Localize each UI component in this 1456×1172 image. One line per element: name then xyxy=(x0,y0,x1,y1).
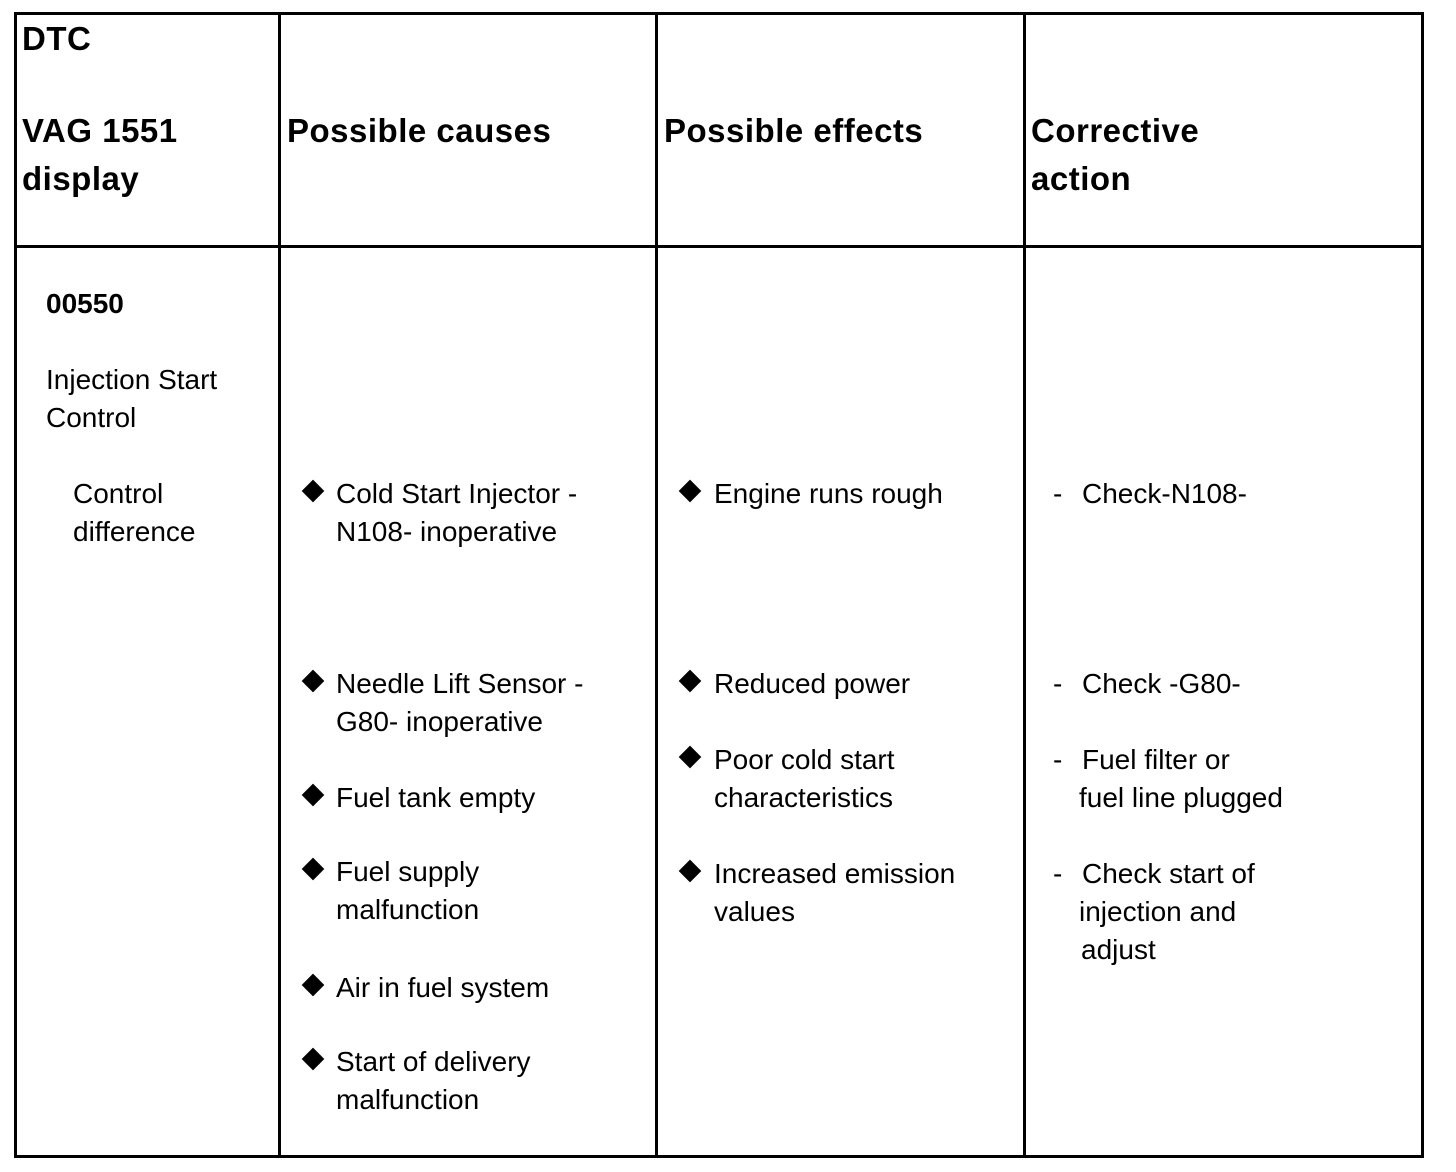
header-display: display xyxy=(22,160,140,197)
action-dash: - xyxy=(1053,858,1063,889)
action-item: Check-N108- xyxy=(1082,478,1247,509)
action-dash: - xyxy=(1053,744,1063,775)
column-divider xyxy=(1023,15,1026,1155)
header-corrective: Corrective xyxy=(1031,112,1200,149)
effect-item: characteristics xyxy=(714,782,893,813)
header-possible-effects: Possible effects xyxy=(664,112,924,149)
effect-item: Increased emission xyxy=(714,858,956,889)
header-divider xyxy=(17,245,1421,248)
column-divider xyxy=(655,15,658,1155)
action-dash: - xyxy=(1053,668,1063,699)
dtc-table xyxy=(14,12,1424,1158)
action-item: Fuel filter or xyxy=(1082,744,1230,775)
cause-item: N108- inoperative xyxy=(336,516,558,547)
effect-item: Poor cold start xyxy=(714,744,895,775)
header-vag: VAG 1551 xyxy=(22,112,178,149)
cause-item: Air in fuel system xyxy=(336,972,550,1003)
cause-item: malfunction xyxy=(336,1084,480,1115)
cause-item: Cold Start Injector - xyxy=(336,478,578,509)
column-divider xyxy=(278,15,281,1155)
effect-item: values xyxy=(714,896,795,927)
effect-item: Reduced power xyxy=(714,668,911,699)
action-item: adjust xyxy=(1081,934,1156,965)
action-item: Check -G80- xyxy=(1082,668,1241,699)
action-item: fuel line plugged xyxy=(1079,782,1283,813)
effect-item: Engine runs rough xyxy=(714,478,943,509)
cause-item: Fuel tank empty xyxy=(336,782,536,813)
cause-item: malfunction xyxy=(336,894,480,925)
header-action: action xyxy=(1031,160,1132,197)
dtc-sub-line2: difference xyxy=(73,516,196,547)
cause-item: Needle Lift Sensor - xyxy=(336,668,584,699)
action-dash: - xyxy=(1053,478,1063,509)
action-item: injection and xyxy=(1079,896,1237,927)
dtc-code: 00550 xyxy=(46,288,124,319)
dtc-sub-line1: Control xyxy=(73,478,164,509)
cause-item: Fuel supply xyxy=(336,856,480,887)
dtc-name-line2: Control xyxy=(46,402,137,433)
header-possible-causes: Possible causes xyxy=(287,112,552,149)
cause-item: Start of delivery xyxy=(336,1046,531,1077)
action-item: Check start of xyxy=(1082,858,1255,889)
header-dtc: DTC xyxy=(22,20,92,57)
dtc-name-line1: Injection Start xyxy=(46,364,218,395)
cause-item: G80- inoperative xyxy=(336,706,544,737)
